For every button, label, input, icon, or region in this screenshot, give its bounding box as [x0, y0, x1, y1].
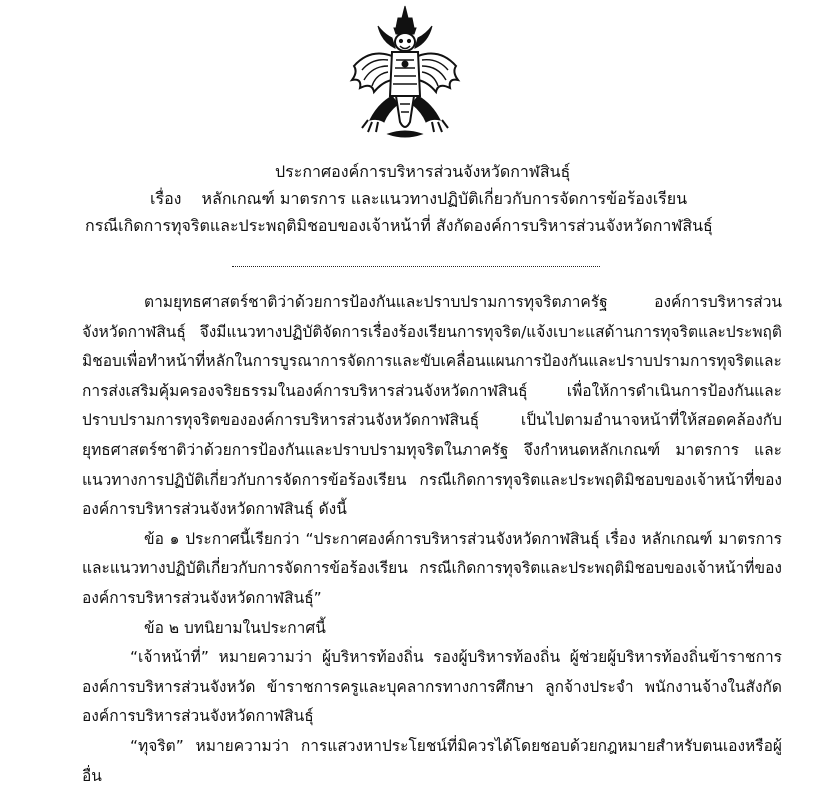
- announcement-title: ประกาศองค์การบริหารส่วนจังหวัดกาฬสินธุ์: [275, 162, 571, 181]
- clause-1-paragraph: ข้อ ๑ ประกาศนี้เรียกว่า “ประกาศองค์การบริหารส่วนจังหวัดกาฬสินธุ์ เรื่อง หลักเกณฑ์ มาตรการ และแนวทางปฏิบัติเกี่ยวกับการจัดการข้อร้องเรียน กรณีเกิดการทุจริตและประพฤติมิชอบของเจ้าหน้าที่ขององค์การบริหารส่วนจังหวัดกาฬสินธุ์”: [82, 529, 782, 607]
- topic-line-2: กรณีเกิดการทุจริตและประพฤติมิชอบของเจ้าหน้าที่ สังกัดองค์การบริหารส่วนจังหวัดกาฬสินธุ์: [85, 216, 713, 235]
- clause-2-heading: ข้อ ๒ บทนิยามในประกาศนี้: [144, 618, 326, 637]
- dotted-separator: [232, 266, 600, 267]
- definition-official-paragraph: “เจ้าหน้าที่” หมายความว่า ผู้บริหารท้องถิ่น รองผู้บริหารท้องถิ่น ผู้ช่วยผู้บริหารท้องถิ่นข้าราชการองค์การบริหารส่วนจังหวัด ข้าราชการครูและบุคลากรทางการศึกษา ลูกจ้างประจำ พนักงานจ้างในสังกัดองค์การบริหารส่วนจังหวัดกาฬสินธุ์: [82, 648, 782, 726]
- garuda-emblem-icon: [348, 4, 462, 144]
- preamble-paragraph: ตามยุทธศาสตร์ชาติว่าด้วยการป้องกันและปราบปรามการทุจริตภาครัฐ องค์การบริหารส่วนจังหวัดกาฬสินธุ์ จึงมีแนวทางปฏิบัติจัดการเรื่องร้องเรียนการทุจริต/แจ้งเบาะแสด้านการทุจริตและประพฤติมิชอบเพื่อทำหน้าที่หลักในการบูรณาการจัดการและขับเคลื่อนแผนการป้องกันและปราบปรามการทุจริตและการส่งเสริมคุ้มครองจริยธรรมในองค์การบริหารส่วนจังหวัดกาฬสินธุ์ เพื่อให้การดำเนินการป้องกันและปราบปรามการทุจริตขององค์การบริหารส่วนจังหวัดกาฬสินธุ์ เป็นไปตามอำนาจหน้าที่ให้สอดคล้องกับยุทธศาสตร์ชาติว่าด้วยการป้องกันและปราบปรามทุจริตในภาครัฐ จึงกำหนดหลักเกณฑ์ มาตรการ และแนวทางการปฏิบัติเกี่ยวกับการจัดการข้อร้องเรียน กรณีเกิดการทุจริตและประพฤติมิชอบของเจ้าหน้าที่ขององค์การบริหารส่วนจังหวัดกาฬสินธุ์ ดังนี้: [82, 293, 782, 519]
- announcement-body: [82, 288, 782, 791]
- topic-line-1: [150, 185, 687, 212]
- definition-corruption-paragraph: “ทุจริต” หมายความว่า การแสวงหาประโยชน์ที่มิควรได้โดยชอบด้วยกฎหมายสำหรับตนเองหรือผู้อื่น: [82, 736, 782, 785]
- topic-text-1: หลักเกณฑ์ มาตรการ และแนวทางปฏิบัติเกี่ยวกับการจัดการข้อร้องเรียน: [201, 189, 688, 208]
- topic-label: เรื่อง: [150, 189, 182, 208]
